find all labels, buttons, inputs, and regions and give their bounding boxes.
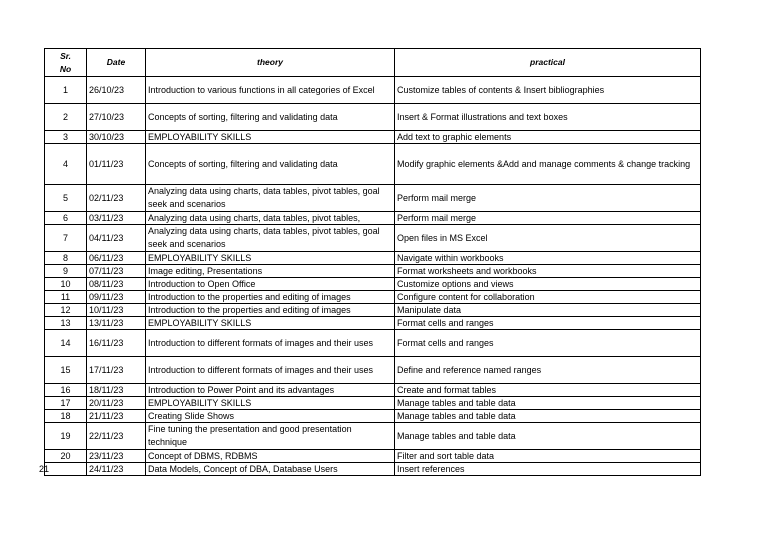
- cell-theory: EMPLOYABILITY SKILLS: [146, 397, 395, 410]
- cell-date: 01/11/23: [87, 144, 146, 185]
- cell-date: 23/11/23: [87, 450, 146, 463]
- cell-theory: Creating Slide Shows: [146, 410, 395, 423]
- cell-theory: Introduction to Power Point and its advantages: [146, 384, 395, 397]
- cell-date: 26/10/23: [87, 77, 146, 104]
- cell-date: 18/11/23: [87, 384, 146, 397]
- cell-date: 27/10/23: [87, 104, 146, 131]
- cell-date: 24/11/23: [87, 463, 146, 476]
- cell-sr-no: 16: [45, 384, 87, 397]
- cell-sr-no: 5: [45, 185, 87, 212]
- table-row: [45, 252, 701, 265]
- cell-sr-no: 4: [45, 144, 87, 185]
- header-sr-line1: Sr.: [60, 50, 71, 61]
- cell-theory: Data Models, Concept of DBA, Database Users: [146, 463, 395, 476]
- cell-practical: Insert & Format illustrations and text boxes: [395, 104, 701, 131]
- table-row: [45, 278, 701, 291]
- cell-theory: Introduction to different formats of images and their uses: [146, 330, 395, 357]
- cell-practical: Format cells and ranges: [395, 317, 701, 330]
- cell-sr-no: 2: [45, 104, 87, 131]
- cell-sr-no: 19: [45, 423, 87, 450]
- cell-sr-no: 21: [37, 463, 79, 476]
- cell-practical: Manage tables and table data: [395, 397, 701, 410]
- table-row: [45, 77, 701, 104]
- header-date: Date: [87, 49, 146, 77]
- cell-sr-no: 18: [45, 410, 87, 423]
- cell-practical: Customize options and views: [395, 278, 701, 291]
- header-sr-no: [45, 49, 87, 77]
- cell-sr-no: 8: [45, 252, 87, 265]
- cell-theory: Concepts of sorting, filtering and validating data: [146, 104, 395, 131]
- cell-date: 30/10/23: [87, 131, 146, 144]
- cell-practical: Manage tables and table data: [395, 423, 701, 450]
- cell-practical: Format cells and ranges: [395, 330, 701, 357]
- header-theory: theory: [146, 49, 395, 77]
- cell-sr-no: 3: [45, 131, 87, 144]
- table-row: [45, 185, 701, 212]
- cell-practical: Insert references: [395, 463, 701, 476]
- header-sr-line2: No: [59, 63, 72, 74]
- cell-date: 07/11/23: [87, 265, 146, 278]
- cell-theory: Analyzing data using charts, data tables, pivot tables, goal seek and scenarios: [146, 225, 395, 252]
- cell-practical: Customize tables of contents & Insert bibliographies: [395, 77, 701, 104]
- cell-practical: Add text to graphic elements: [395, 131, 701, 144]
- cell-theory: Introduction to Open Office: [146, 278, 395, 291]
- table-row: [45, 304, 701, 317]
- cell-practical: Define and reference named ranges: [395, 357, 701, 384]
- cell-practical: Manage tables and table data: [395, 410, 701, 423]
- cell-practical: Perform mail merge: [395, 185, 701, 212]
- cell-theory: Introduction to various functions in all categories of Excel: [146, 77, 395, 104]
- cell-practical: Manipulate data: [395, 304, 701, 317]
- cell-theory: EMPLOYABILITY SKILLS: [146, 252, 395, 265]
- cell-theory: Concepts of sorting, filtering and validating data: [146, 144, 395, 185]
- cell-theory: Analyzing data using charts, data tables, pivot tables, goal seek and scenarios: [146, 185, 395, 212]
- cell-theory: Image editing, Presentations: [146, 265, 395, 278]
- cell-date: 16/11/23: [87, 330, 146, 357]
- cell-date: 13/11/23: [87, 317, 146, 330]
- schedule-table: [39, 48, 701, 476]
- cell-date: 04/11/23: [87, 225, 146, 252]
- cell-date: 02/11/23: [87, 185, 146, 212]
- cell-date: 08/11/23: [87, 278, 146, 291]
- cell-sr-no: 14: [45, 330, 87, 357]
- cell-practical: Configure content for collaboration: [395, 291, 701, 304]
- cell-theory: EMPLOYABILITY SKILLS: [146, 317, 395, 330]
- cell-sr-no: 10: [45, 278, 87, 291]
- table-row: [45, 397, 701, 410]
- cell-date: 03/11/23: [87, 212, 146, 225]
- table-row: [45, 463, 701, 476]
- table-row: [45, 330, 701, 357]
- cell-practical: Filter and sort table data: [395, 450, 701, 463]
- table-row: [45, 212, 701, 225]
- table-row: [45, 265, 701, 278]
- cell-sr-no: 12: [45, 304, 87, 317]
- cell-theory: Fine tuning the presentation and good presentation technique: [146, 423, 395, 450]
- cell-date: 06/11/23: [87, 252, 146, 265]
- table-row: [45, 317, 701, 330]
- cell-practical: Perform mail merge: [395, 212, 701, 225]
- table-row: [45, 225, 701, 252]
- cell-theory: Introduction to the properties and editing of images: [146, 291, 395, 304]
- cell-sr-no: 13: [45, 317, 87, 330]
- cell-sr-no: 15: [45, 357, 87, 384]
- table-row: [45, 423, 701, 450]
- table-row: [45, 131, 701, 144]
- cell-sr-no: 1: [45, 77, 87, 104]
- table-row: [45, 104, 701, 131]
- header-row: [45, 49, 701, 77]
- cell-practical: Create and format tables: [395, 384, 701, 397]
- table-row: [45, 450, 701, 463]
- cell-date: 22/11/23: [87, 423, 146, 450]
- cell-theory: Concept of DBMS, RDBMS: [146, 450, 395, 463]
- cell-sr-no: 11: [45, 291, 87, 304]
- header-practical: practical: [395, 49, 701, 77]
- cell-date: 09/11/23: [87, 291, 146, 304]
- cell-date: 17/11/23: [87, 357, 146, 384]
- cell-sr-no: 9: [45, 265, 87, 278]
- cell-theory: Analyzing data using charts, data tables, pivot tables,: [146, 212, 395, 225]
- cell-theory: Introduction to the properties and editing of images: [146, 304, 395, 317]
- table-row: [45, 357, 701, 384]
- cell-sr-no: 20: [45, 450, 87, 463]
- cell-theory: Introduction to different formats of images and their uses: [146, 357, 395, 384]
- cell-date: 10/11/23: [87, 304, 146, 317]
- cell-sr-no: 7: [45, 225, 87, 252]
- cell-sr-no: 6: [45, 212, 87, 225]
- cell-practical: Modify graphic elements &Add and manage comments & change tracking: [395, 144, 701, 185]
- table-row: [45, 144, 701, 185]
- table-row: [45, 291, 701, 304]
- table-row: [45, 384, 701, 397]
- cell-sr-no: 17: [45, 397, 87, 410]
- cell-practical: Open files in MS Excel: [395, 225, 701, 252]
- cell-practical: Format worksheets and workbooks: [395, 265, 701, 278]
- cell-date: 20/11/23: [87, 397, 146, 410]
- cell-date: 21/11/23: [87, 410, 146, 423]
- table-row: [45, 410, 701, 423]
- cell-practical: Navigate within workbooks: [395, 252, 701, 265]
- cell-theory: EMPLOYABILITY SKILLS: [146, 131, 395, 144]
